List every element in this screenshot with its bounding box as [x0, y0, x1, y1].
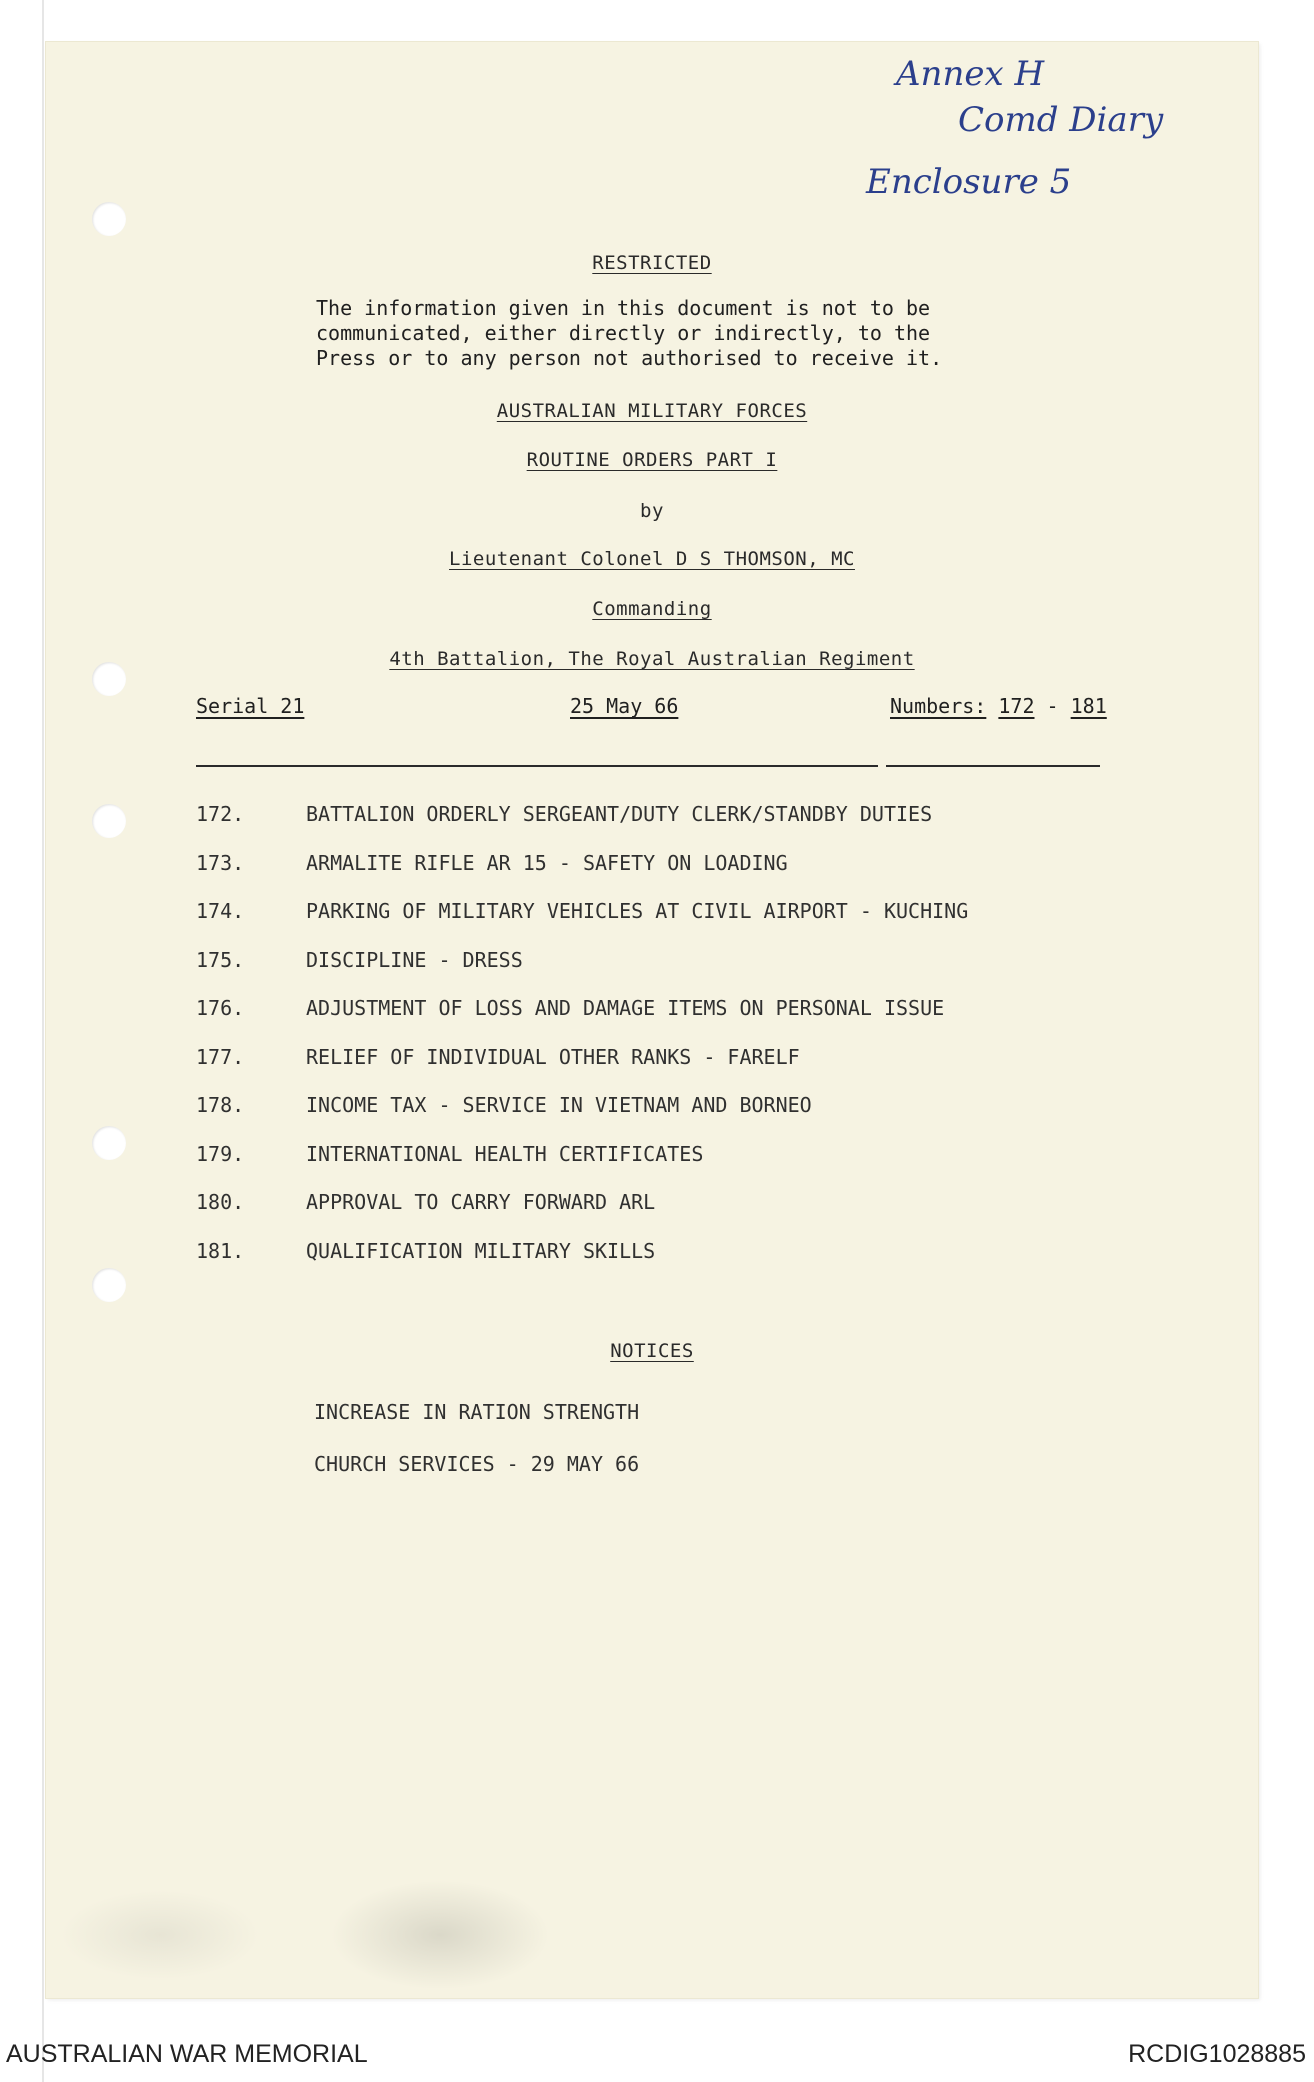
scan-border [42, 0, 44, 2082]
order-row [196, 1239, 655, 1263]
numbers-label: Numbers: [890, 694, 987, 718]
divider-rule [886, 765, 1100, 767]
order-title: ARMALITE RIFLE AR 15 - SAFETY ON LOADING [306, 850, 788, 875]
order-number: 177. [196, 1044, 245, 1069]
order-title: RELIEF OF INDIVIDUAL OTHER RANKS - FARELF [306, 1044, 800, 1069]
order-number: 172. [196, 802, 245, 826]
order-number: 176. [196, 996, 245, 1020]
order-number: 181. [196, 1238, 245, 1263]
order-title: APPROVAL TO CARRY FORWARD ARL [306, 1190, 656, 1214]
order-row [196, 1093, 812, 1117]
order-row [196, 1142, 703, 1166]
punch-hole [92, 202, 126, 236]
handwritten-enclosure: Enclosure 5 [866, 162, 1072, 202]
order-number: 178. [196, 1093, 245, 1117]
order-row [196, 899, 968, 923]
order-title: BATTALION ORDERLY SERGEANT/DUTY CLERK/STANDBY DUTIES [306, 802, 933, 826]
order-row [196, 851, 788, 875]
commanding-line: Commanding [592, 598, 712, 620]
numbers-from: 172 [998, 694, 1035, 718]
order-number: 175. [196, 947, 245, 972]
notices-heading: NOTICES [610, 1340, 694, 1362]
notice-item: INCREASE IN RATION STRENGTH [314, 1400, 640, 1424]
order-number: 179. [196, 1141, 245, 1166]
footer-archive-name: AUSTRALIAN WAR MEMORIAL [6, 2040, 368, 2068]
order-date: 25 May 66 [570, 694, 679, 718]
divider-rule [196, 765, 878, 767]
restriction-notice: The information given in this document is not to be communicated, either directly or indirectly, to the Press or to any person not authorised to receive it. [316, 296, 943, 370]
notice-item: CHURCH SERVICES - 29 MAY 66 [314, 1452, 640, 1476]
order-title: ADJUSTMENT OF LOSS AND DAMAGE ITEMS ON PERSONAL ISSUE [306, 996, 945, 1020]
order-title: INTERNATIONAL HEALTH CERTIFICATES [306, 1141, 704, 1166]
officer-name: Lieutenant Colonel D S THOMSON, MC [449, 548, 855, 570]
footer-record-id: RCDIG1028885 [1128, 2040, 1306, 2068]
order-row [196, 948, 523, 972]
serial-number: Serial 21 [196, 694, 305, 718]
classification-heading: RESTRICTED [592, 252, 712, 274]
numbers-range [890, 694, 1107, 718]
order-row [196, 802, 932, 826]
order-number: 180. [196, 1190, 245, 1214]
numbers-dash: - [1046, 694, 1059, 718]
punch-hole [92, 804, 126, 838]
doc-type-heading: ROUTINE ORDERS PART I [526, 449, 778, 471]
order-number: 173. [196, 850, 245, 875]
order-title: INCOME TAX - SERVICE IN VIETNAM AND BORNEO [306, 1093, 812, 1117]
org-heading: AUSTRALIAN MILITARY FORCES [496, 400, 808, 422]
order-title: QUALIFICATION MILITARY SKILLS [306, 1238, 656, 1263]
order-number: 174. [196, 899, 245, 923]
order-row [196, 1045, 800, 1069]
numbers-to: 181 [1070, 694, 1107, 718]
order-row [196, 1190, 655, 1214]
punch-hole [92, 1268, 126, 1302]
paper-smudge [330, 1880, 550, 1990]
by-line: by [640, 500, 664, 522]
handwritten-comd-diary: Comd Diary [958, 100, 1164, 140]
paper-smudge [60, 1890, 260, 1980]
order-row [196, 996, 944, 1020]
handwritten-annex: Annex H [896, 54, 1045, 94]
punch-hole [92, 1126, 126, 1160]
order-title: DISCIPLINE - DRESS [306, 947, 523, 972]
unit-name: 4th Battalion, The Royal Australian Regiment [389, 648, 915, 670]
order-title: PARKING OF MILITARY VEHICLES AT CIVIL AIRPORT - KUCHING [306, 899, 969, 923]
